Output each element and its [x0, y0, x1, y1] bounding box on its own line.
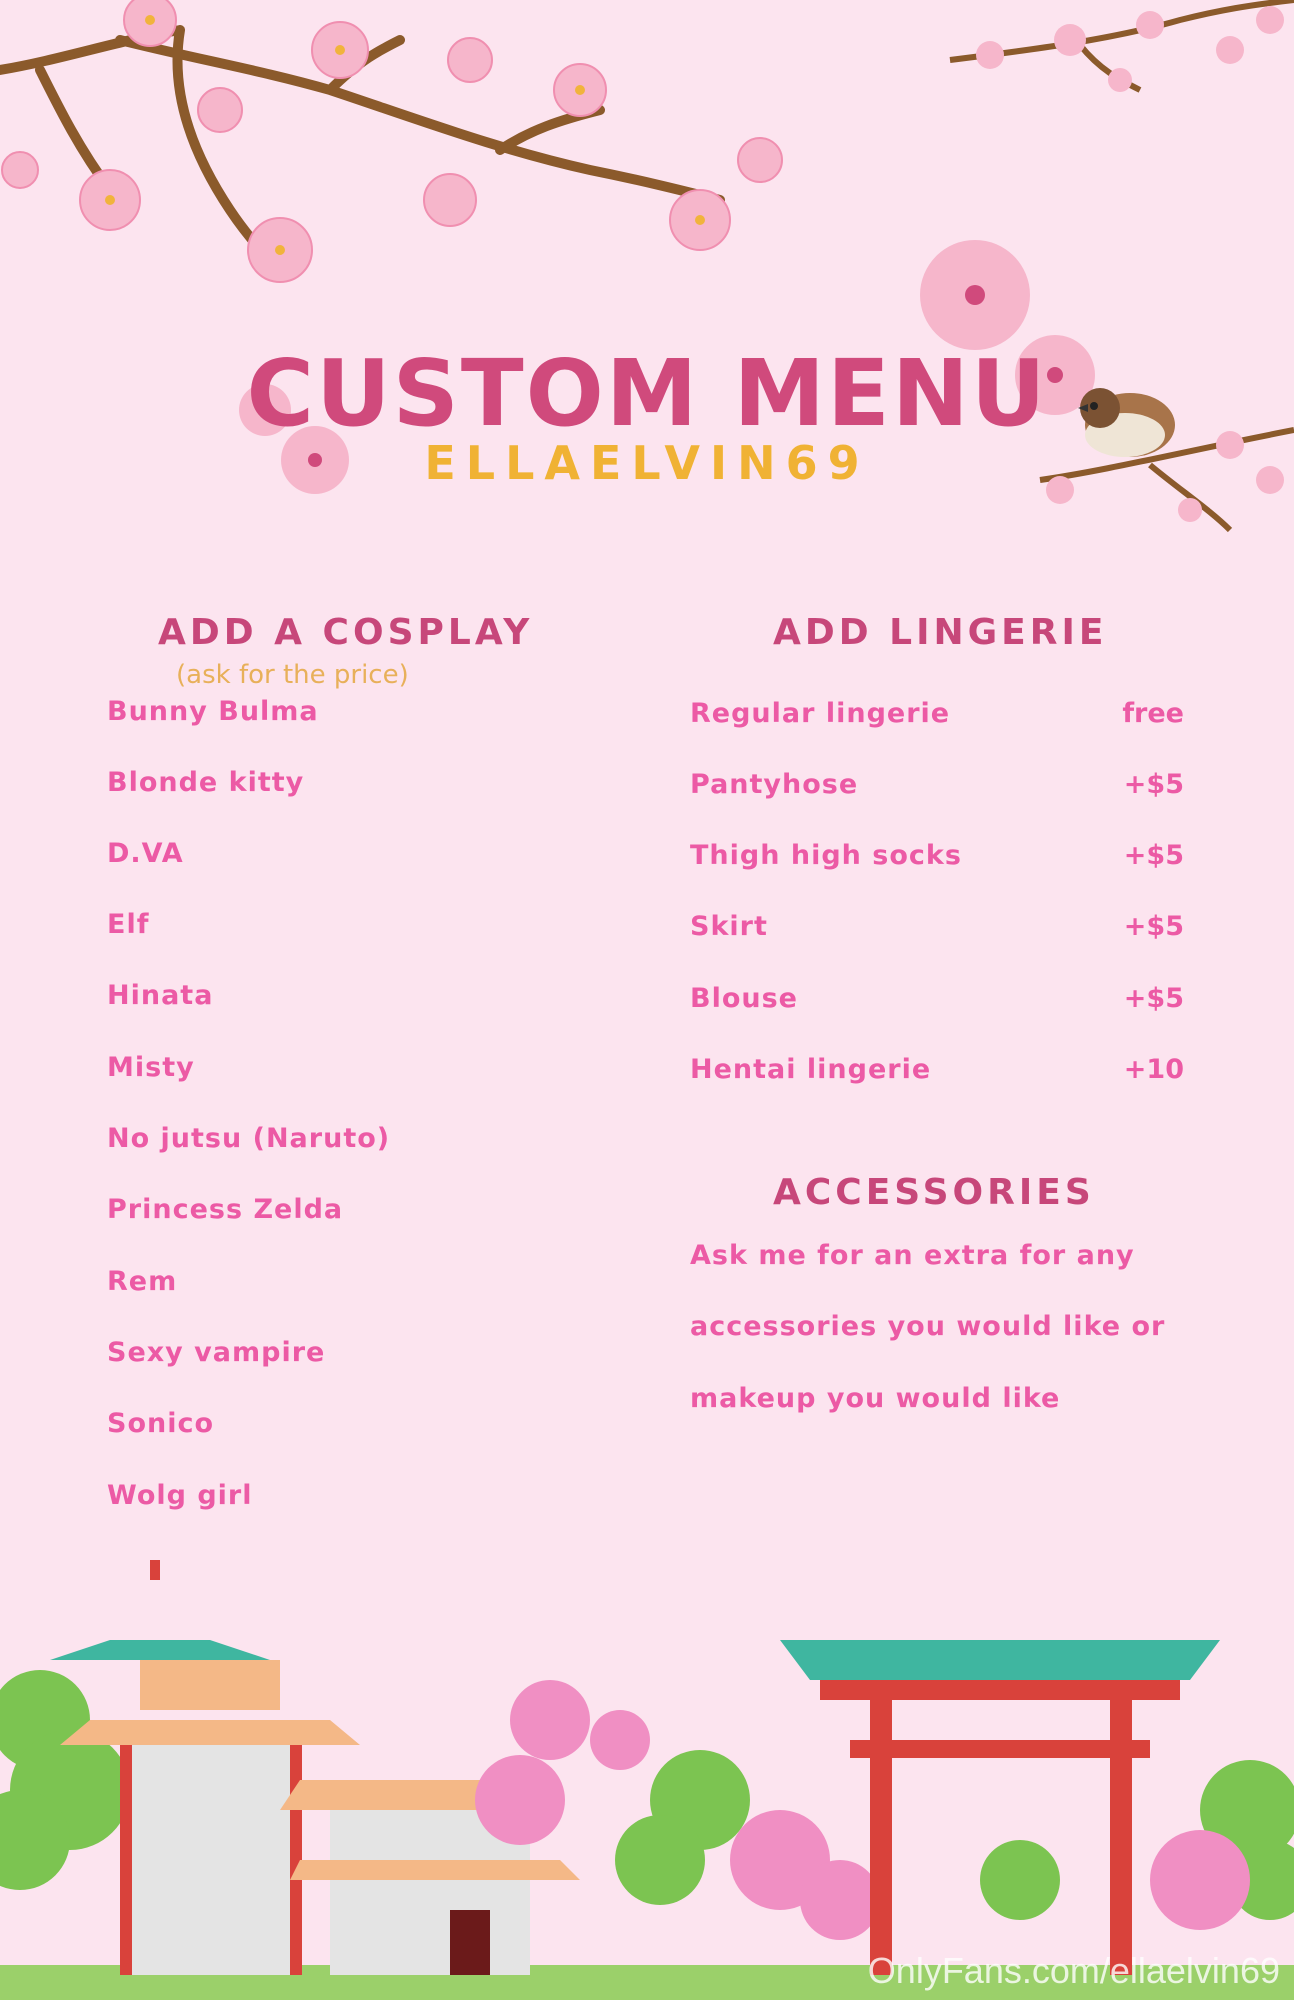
cosplay-heading: ADD A COSPLAY: [158, 612, 534, 653]
page-subtitle: ELLAELVIN69: [424, 436, 870, 490]
lingerie-item-price: +$5: [1123, 983, 1184, 1014]
lingerie-item-label: Blouse: [690, 983, 798, 1014]
lingerie-heading: ADD LINGERIE: [773, 612, 1108, 653]
cosplay-item: Wolg girl: [107, 1480, 253, 1511]
lingerie-item-label: Hentai lingerie: [690, 1054, 932, 1085]
lingerie-item-price: +$5: [1123, 911, 1184, 942]
lingerie-item-price: +$5: [1123, 769, 1184, 800]
accessories-text: Ask me for an extra for any: [690, 1240, 1135, 1271]
lingerie-item-label: Pantyhose: [690, 769, 859, 800]
watermark: OnlyFans.com/ellaelvin69: [867, 1950, 1280, 1991]
cosplay-note: (ask for the price): [176, 660, 409, 690]
cosplay-item: Elf: [107, 909, 150, 940]
lingerie-item-label: Thigh high socks: [690, 840, 962, 871]
cherry-blossom-branch-right: [930, 0, 1294, 110]
cosplay-item: No jutsu (Naruto): [107, 1123, 391, 1154]
accessories-heading: ACCESSORIES: [773, 1172, 1095, 1213]
cosplay-item: Misty: [107, 1052, 195, 1083]
page-title: CUSTOM MENU: [246, 340, 1048, 447]
lingerie-item-price: +$5: [1123, 840, 1184, 871]
lingerie-item-label: Regular lingerie: [690, 698, 951, 729]
accessories-text: makeup you would like: [690, 1383, 1061, 1414]
cosplay-item: Blonde kitty: [107, 767, 305, 798]
cosplay-item: Hinata: [107, 980, 214, 1011]
cosplay-item: Rem: [107, 1266, 178, 1297]
cosplay-item: Sonico: [107, 1408, 215, 1439]
lingerie-item-label: Skirt: [690, 911, 768, 942]
japanese-landscape-illustration: [0, 1560, 1294, 2000]
lingerie-item-price: free: [1122, 698, 1184, 729]
cosplay-item: D.VA: [107, 838, 184, 869]
cosplay-item: Bunny Bulma: [107, 696, 319, 727]
accessories-text: accessories you would like or: [690, 1311, 1166, 1342]
cherry-blossom-branch-left: [0, 0, 840, 310]
cosplay-item: Sexy vampire: [107, 1337, 326, 1368]
cosplay-item: Princess Zelda: [107, 1194, 344, 1225]
lingerie-item-price: +10: [1123, 1054, 1184, 1085]
